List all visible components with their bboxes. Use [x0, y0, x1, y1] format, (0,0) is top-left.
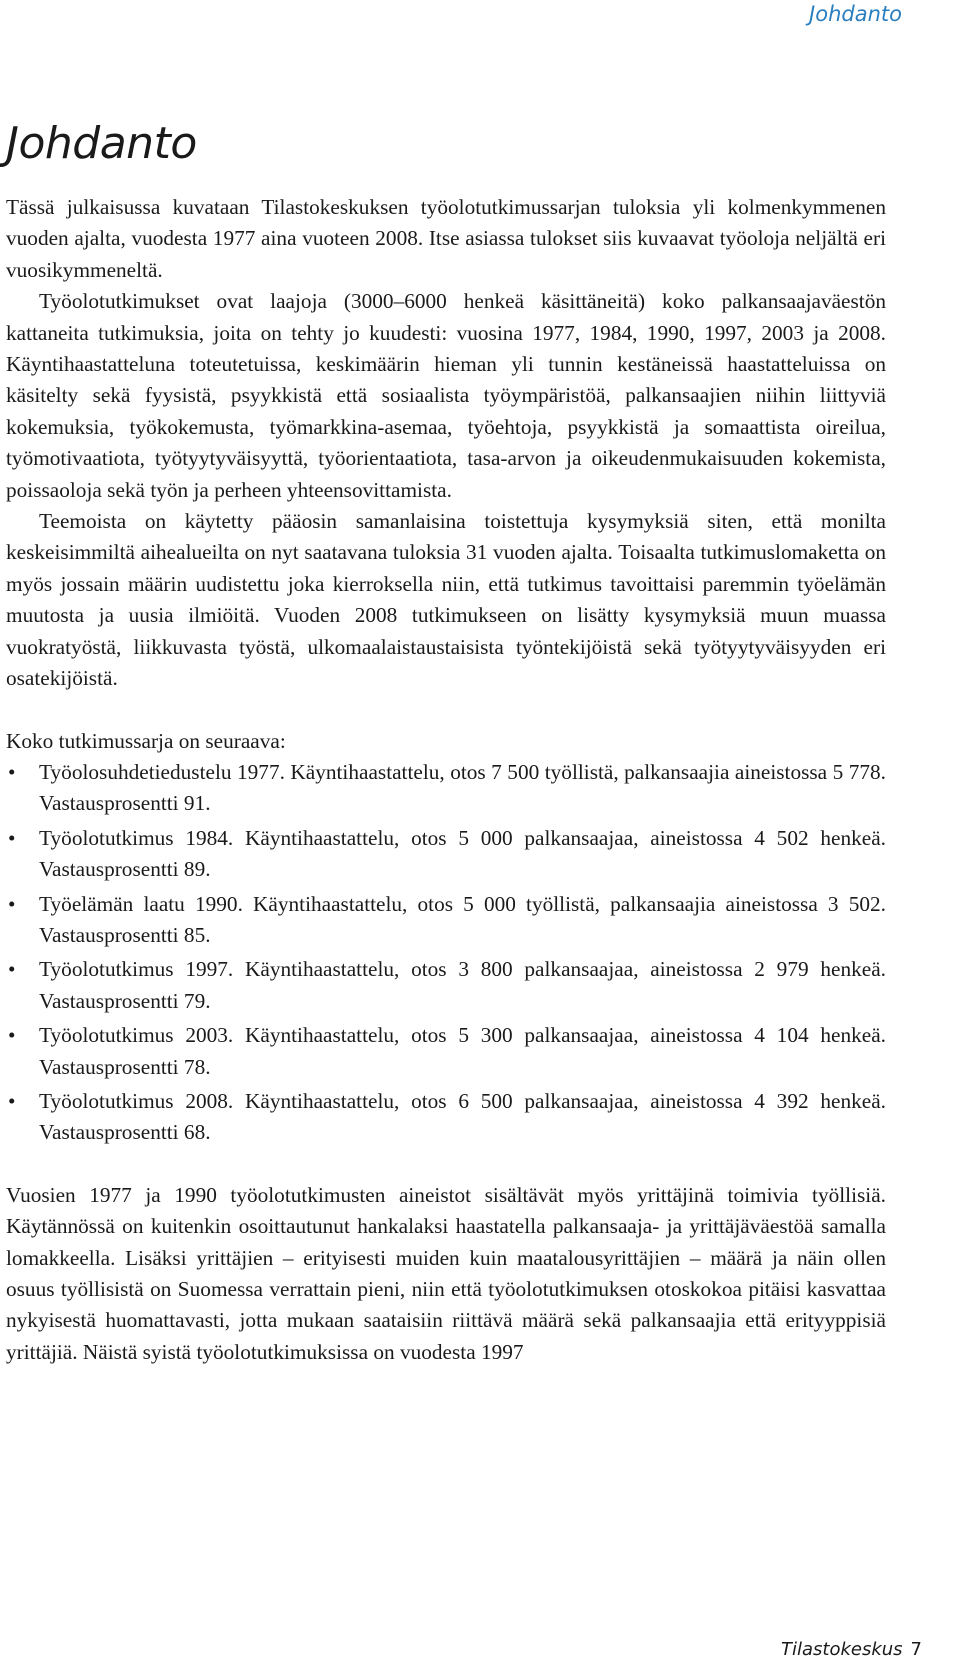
- intro-paragraph: Tässä julkaisussa kuvataan Tilastokeskuksen työolotutkimussarjan tuloksia yli kolmenkymmenen vuoden ajalta, vuodesta 1977 aina vuoteen 2008. Itse asiassa tulokset siis kuvaavat työoloja neljältä eri vuosikymmeneltä.: [6, 195, 886, 282]
- body-text: [6, 192, 886, 1368]
- bullet-icon: •: [8, 1023, 16, 1048]
- series-intro: Koko tutkimussarja on seuraava:: [6, 728, 286, 753]
- list-item: [6, 823, 886, 886]
- list-item-text: Työolosuhdetiedustelu 1977. Käyntihaastattelu, otos 7 500 työllistä, palkansaajia aineistossa 5 778. Vastausprosentti 91.: [39, 759, 886, 816]
- page-title: Johdanto: [6, 118, 197, 169]
- surveys-paragraph: Työolotutkimukset ovat laajoja (3000–6000 henkeä käsittäneitä) koko palkansaajaväestön kattaneita tutkimuksia, joita on tehty jo kuudesti: vuosina 1977, 1984, 1990, 1997, 2003 ja 2008. Käyntihaastatteluna toteutetuissa, keskimäärin hieman yli tunnin kestäneissä haastatteluissa on käsitelty sekä fyysistä, psyykkistä että sosiaalista työympäristöä, palkansaajien niihin liittyviä kokemuksia, työkokemusta, työmarkkina-asemaa, työehtoja, psyykkistä ja somaattista oireilua, työmotivaatiota, työtyytyväisyyttä, työorientaatiota, tasa-arvon ja oikeudenmukaisuuden kokemista, poissaoloja sekä työn ja perheen yhteensovittamista.: [6, 289, 886, 502]
- bullet-icon: •: [8, 891, 16, 916]
- bullet-icon: •: [8, 825, 16, 850]
- page-number: 7: [910, 1639, 922, 1660]
- page-footer: [781, 1639, 922, 1660]
- list-item-text: Työolotutkimus 1997. Käyntihaastattelu, otos 3 800 palkansaajaa, aineistossa 2 979 henkeä. Vastausprosentti 79.: [39, 957, 886, 1013]
- closing-paragraph: Vuosien 1977 ja 1990 työolotutkimusten aineistot sisältävät myös yrittäjinä toimivia työllisiä. Käytännössä on kuitenkin osoittautunut hankalaksi haastatella palkansaaja- ja yrittäjäväestöä samalla lomakkeella. Lisäksi yrittäjien – erityisesti muiden kuin maatalousyrittäjien – määrä ja näin ollen osuus työllisistä on Suomessa verrattain pieni, niin että työolotutkimuksen otoskokoa pitäisi kasvattaa nykyisestä huomattavasti, jotta mukaan saataisiin riittävä määrä sekä palkansaajia että erityyppisiä yrittäjiä. Näistä syistä työolotutkimuksissa on vuodesta 1997: [6, 1182, 886, 1364]
- list-item: [6, 954, 886, 1017]
- list-item-text: Työelämän laatu 1990. Käyntihaastattelu, otos 5 000 työllistä, palkansaajia aineistossa 3 502. Vastausprosentti 85.: [39, 891, 886, 947]
- list-item: [6, 1020, 886, 1083]
- list-item: [6, 889, 886, 952]
- bullet-icon: •: [8, 759, 16, 784]
- list-item-text: Työolotutkimus 1984. Käyntihaastattelu, otos 5 000 palkansaajaa, aineistossa 4 502 henkeä. Vastausprosentti 89.: [39, 825, 886, 882]
- list-item: [6, 757, 886, 820]
- bullet-icon: •: [8, 957, 16, 982]
- themes-paragraph: Teemoista on käytetty pääosin samanlaisina toistettuja kysymyksiä siten, että monilta keskeisimmiltä aihealueilta on nyt saatavana tuloksia 31 vuoden ajalta. Toisaalta tutkimuslomaketta on myös jossain määrin uudistettu joka kierroksella niin, että tutkimus tavoittaisi paremmin työelämän muutosta ja uusia ilmiöitä. Vuoden 2008 tutkimukseen on lisätty kysymyksiä muun muassa vuokratyöstä, liikkuvasta työstä, ulkomaalaistaustaisista työntekijöistä sekä työtyytyväisyyden eri osatekijöistä.: [6, 509, 886, 691]
- running-header: Johdanto: [809, 2, 902, 26]
- bullet-icon: •: [8, 1088, 16, 1113]
- survey-series-list: [6, 757, 886, 1149]
- footer-publisher: Tilastokeskus: [780, 1639, 903, 1660]
- list-item-text: Työolotutkimus 2008. Käyntihaastattelu, otos 6 500 palkansaajaa, aineistossa 4 392 henkeä. Vastausprosentti 68.: [39, 1088, 886, 1145]
- list-item: [6, 1086, 886, 1149]
- list-item-text: Työolotutkimus 2003. Käyntihaastattelu, otos 5 300 palkansaajaa, aineistossa 4 104 henkeä. Vastausprosentti 78.: [39, 1023, 886, 1079]
